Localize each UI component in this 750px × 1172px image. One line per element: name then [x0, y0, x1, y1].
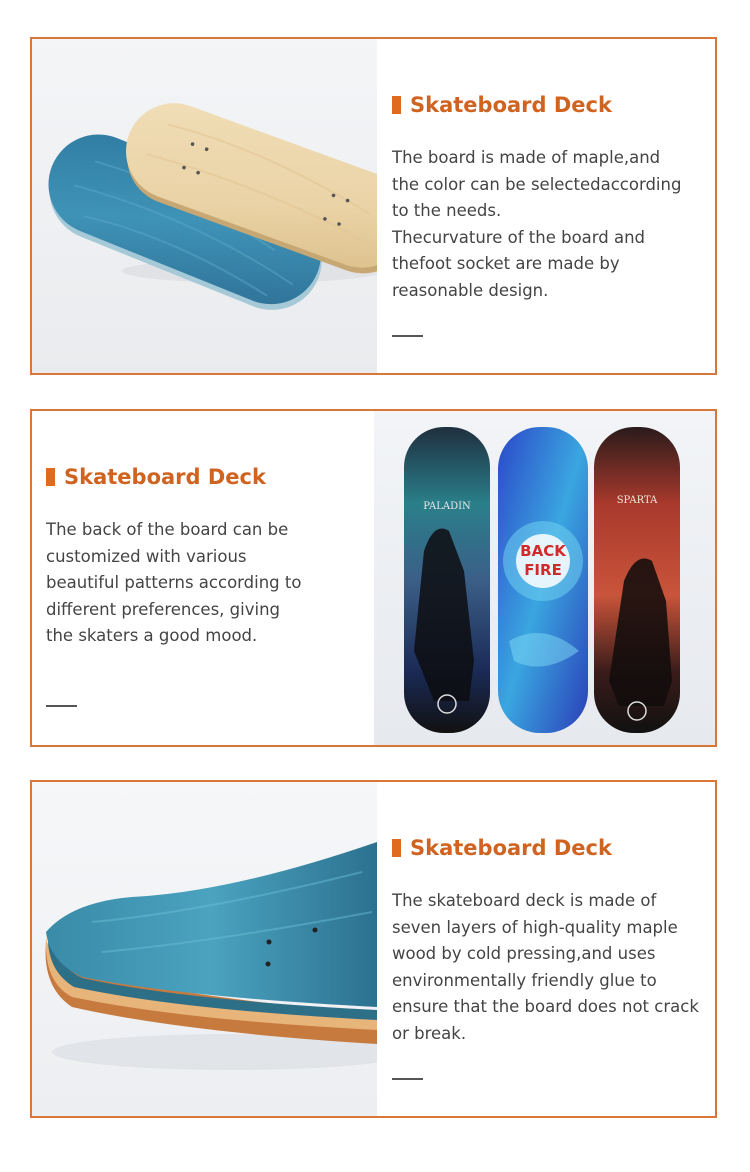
description-line: the color can be selectedaccording	[392, 174, 682, 194]
section-title-label: Skateboard Deck	[64, 465, 266, 489]
description-line: environmentally friendly glue to	[392, 970, 657, 990]
description-line: or break.	[392, 1023, 467, 1043]
board-label-fire: FIRE	[524, 561, 562, 579]
board-label-sparta: SPARTA	[616, 495, 658, 506]
section-1-text	[392, 39, 717, 373]
divider-line	[392, 335, 423, 337]
description-line: reasonable design.	[392, 280, 549, 300]
board-label-paladin: PALADIN	[423, 501, 471, 512]
section-title	[46, 465, 366, 489]
title-accent-bar	[392, 839, 401, 857]
section-3	[30, 780, 717, 1118]
description-line: customized with various	[46, 546, 247, 566]
title-accent-bar	[46, 468, 55, 486]
section-1	[30, 37, 717, 375]
deck-layers-image	[32, 782, 377, 1116]
section-description	[46, 517, 366, 650]
description-line: different preferences, giving	[46, 599, 281, 619]
full-descriptions	[0, 0, 1, 1]
description-line: The back of the board can be	[46, 520, 289, 539]
section-title-label: Skateboard Deck	[410, 93, 612, 117]
section-description	[392, 145, 717, 304]
description-line: The board is made of maple,and	[392, 148, 661, 167]
section-3-text	[392, 782, 717, 1116]
maple-decks-image	[32, 39, 377, 373]
section-title	[392, 93, 717, 117]
description-line: wood by cold pressing,and uses	[392, 944, 656, 963]
section-title	[392, 836, 717, 860]
description-line: The skateboard deck is made of	[392, 891, 657, 910]
description-line: Thecurvature of the board and	[392, 227, 646, 247]
printed-decks-image	[374, 411, 717, 745]
divider-line	[46, 705, 77, 707]
description-line: seven layers of high-quality maple	[392, 917, 678, 937]
board-label-back: BACK	[520, 542, 566, 560]
divider-line	[392, 1078, 423, 1080]
description-line: beautiful patterns according to	[46, 573, 302, 592]
description-line: thefoot socket are made by	[392, 254, 620, 273]
description-line: ensure that the board does not crack	[392, 997, 699, 1016]
section-title-label: Skateboard Deck	[410, 836, 612, 860]
description-line: to the needs.	[392, 201, 502, 220]
description-line: the skaters a good mood.	[46, 626, 258, 645]
title-accent-bar	[392, 96, 401, 114]
section-description	[392, 888, 717, 1047]
section-2	[30, 409, 717, 747]
section-2-text	[46, 411, 366, 745]
